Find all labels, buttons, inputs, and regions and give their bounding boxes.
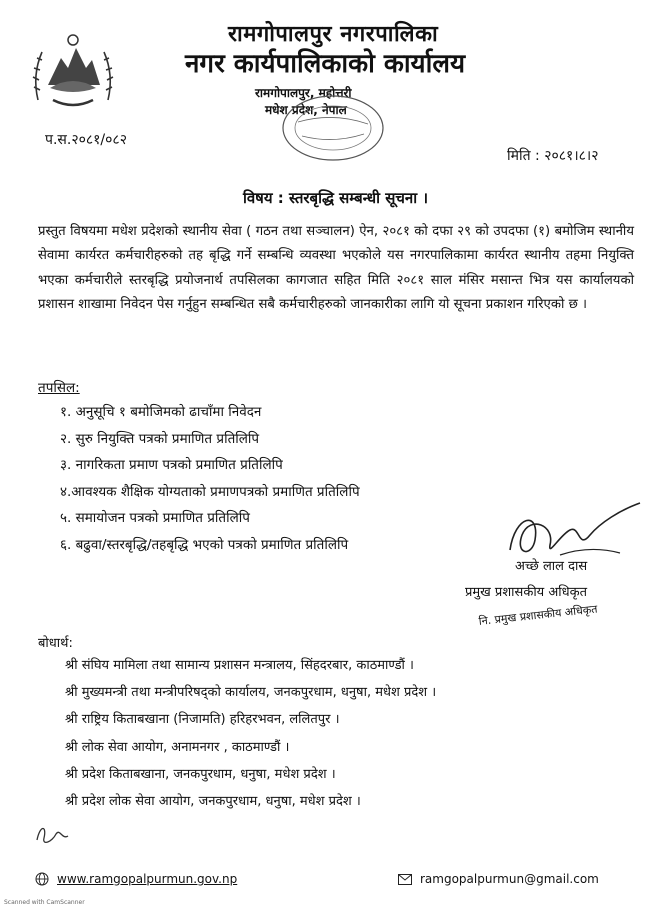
list-item: ६. बढुवा/स्तरबृद्धि/तहबृद्धि भएको पत्रको प्रमाणित प्रतिलिपि: [60, 536, 349, 553]
office-seal-stamp: [278, 92, 388, 164]
globe-icon: [35, 872, 49, 886]
cc-heading: बोधार्थ:: [38, 636, 73, 651]
footer-website[interactable]: [35, 872, 237, 886]
address-line-2: मधेश प्रदेश, नेपाल: [265, 103, 347, 117]
list-item: श्री राष्ट्रिय किताबखाना (निजामति) हरिहरभवन, ललितपुर ।: [65, 712, 340, 728]
initials-scribble: [32, 820, 72, 850]
address-line-1: रामगोपालपुर, महोत्तरी: [255, 86, 352, 100]
letter-body: प्रस्तुत विषयमा मधेश प्रदेशको स्थानीय सेवा ( गठन तथा सञ्चालन) ऐन, २०८१ को दफा २९ को उपदफा (१) बमोजिम स्थानीय सेवामा कार्यरत कर्मचारीहरुको तह बृद्धि गर्ने सम्बन्धि व्यवस्था भएकोले यस नगरपालिकामा कार्यरत स्थानीय तहमा नियुक्ति भएका कर्मचारीले स्तरबृद्धि प्रयोजनार्थ तपसिलका कागजात सहित मिति २०८१ साल मंसिर मसान्त भित्र यस कार्यालयको प्रशासन शाखामा निवेदन पेस गर्नुहुन सम्बन्धित सबै कर्मचारीहरुको जानकारीका लागि यो सूचना प्रकाशन गरिएको छ ।: [38, 224, 634, 312]
envelope-icon: [398, 874, 412, 885]
list-item: १. अनुसूचि १ बमोजिमको ढाचाँमा निवेदन: [60, 404, 262, 420]
list-item: ३. नागरिकता प्रमाण पत्रको प्रमाणित प्रतिलिपि: [60, 457, 283, 474]
list-item: २. सुरु नियुक्ति पत्रको प्रमाणित प्रतिलिपि: [60, 430, 260, 447]
signatory-title: प्रमुख प्रशासकीय अधिकृत: [465, 585, 588, 600]
tapasil-list: [60, 402, 360, 562]
list-item: श्री मुख्यमन्त्री तथा मन्त्रीपरिषद्को कार्यालय, जनकपुरधाम, धनुषा, मधेश प्रदेश ।: [65, 685, 437, 701]
municipality-name: रामगोपालपुर नगरपालिका: [228, 22, 439, 47]
email-link[interactable]: ramgopalpurmun@gmail.com: [420, 872, 599, 886]
tapasil-heading: तपसिल:: [38, 380, 80, 396]
list-item: श्री लोक सेवा आयोग, अनामनगर , काठमाण्डौं ।: [65, 739, 290, 755]
list-item: श्री प्रदेश किताबखाना, जनकपुरधाम, धनुषा, मधेश प्रदेश ।: [65, 766, 336, 782]
scan-watermark: Scanned with CamScanner: [4, 899, 85, 906]
website-link[interactable]: www.ramgopalpurmun.gov.np: [57, 872, 238, 886]
signatory-stamp-text: नि. प्रमुख प्रशासकीय अधिकृत: [478, 602, 599, 628]
signatory-name: अच्छे लाल दास: [515, 559, 588, 574]
list-item: ५. समायोजन पत्रको प्रमाणित प्रतिलिपि: [60, 510, 250, 527]
list-item: श्री संघिय मामिला तथा सामान्य प्रशासन मन्त्रालय, सिंहदरबार, काठमाण्डौं ।: [65, 658, 414, 673]
cc-list: [65, 655, 436, 818]
list-item: ४.आवश्यक शैक्षिक योग्यताको प्रमाणपत्रको प्रमाणित प्रतिलिपि: [60, 483, 360, 500]
letter-date: मिति : २०८१।८।२: [507, 148, 599, 164]
office-name: नगर कार्यपालिकाको कार्यालय: [185, 49, 466, 79]
reference-number: प.स.२०८१/०८२: [45, 132, 127, 148]
list-item: श्री प्रदेश लोक सेवा आयोग, जनकपुरधाम, धनुषा, मधेश प्रदेश ।: [65, 793, 361, 809]
nepal-government-emblem: [28, 30, 118, 115]
letter-subject: विषय : स्तरबृद्धि सम्बन्धी सूचना ।: [242, 189, 429, 207]
footer-email[interactable]: [398, 872, 599, 886]
